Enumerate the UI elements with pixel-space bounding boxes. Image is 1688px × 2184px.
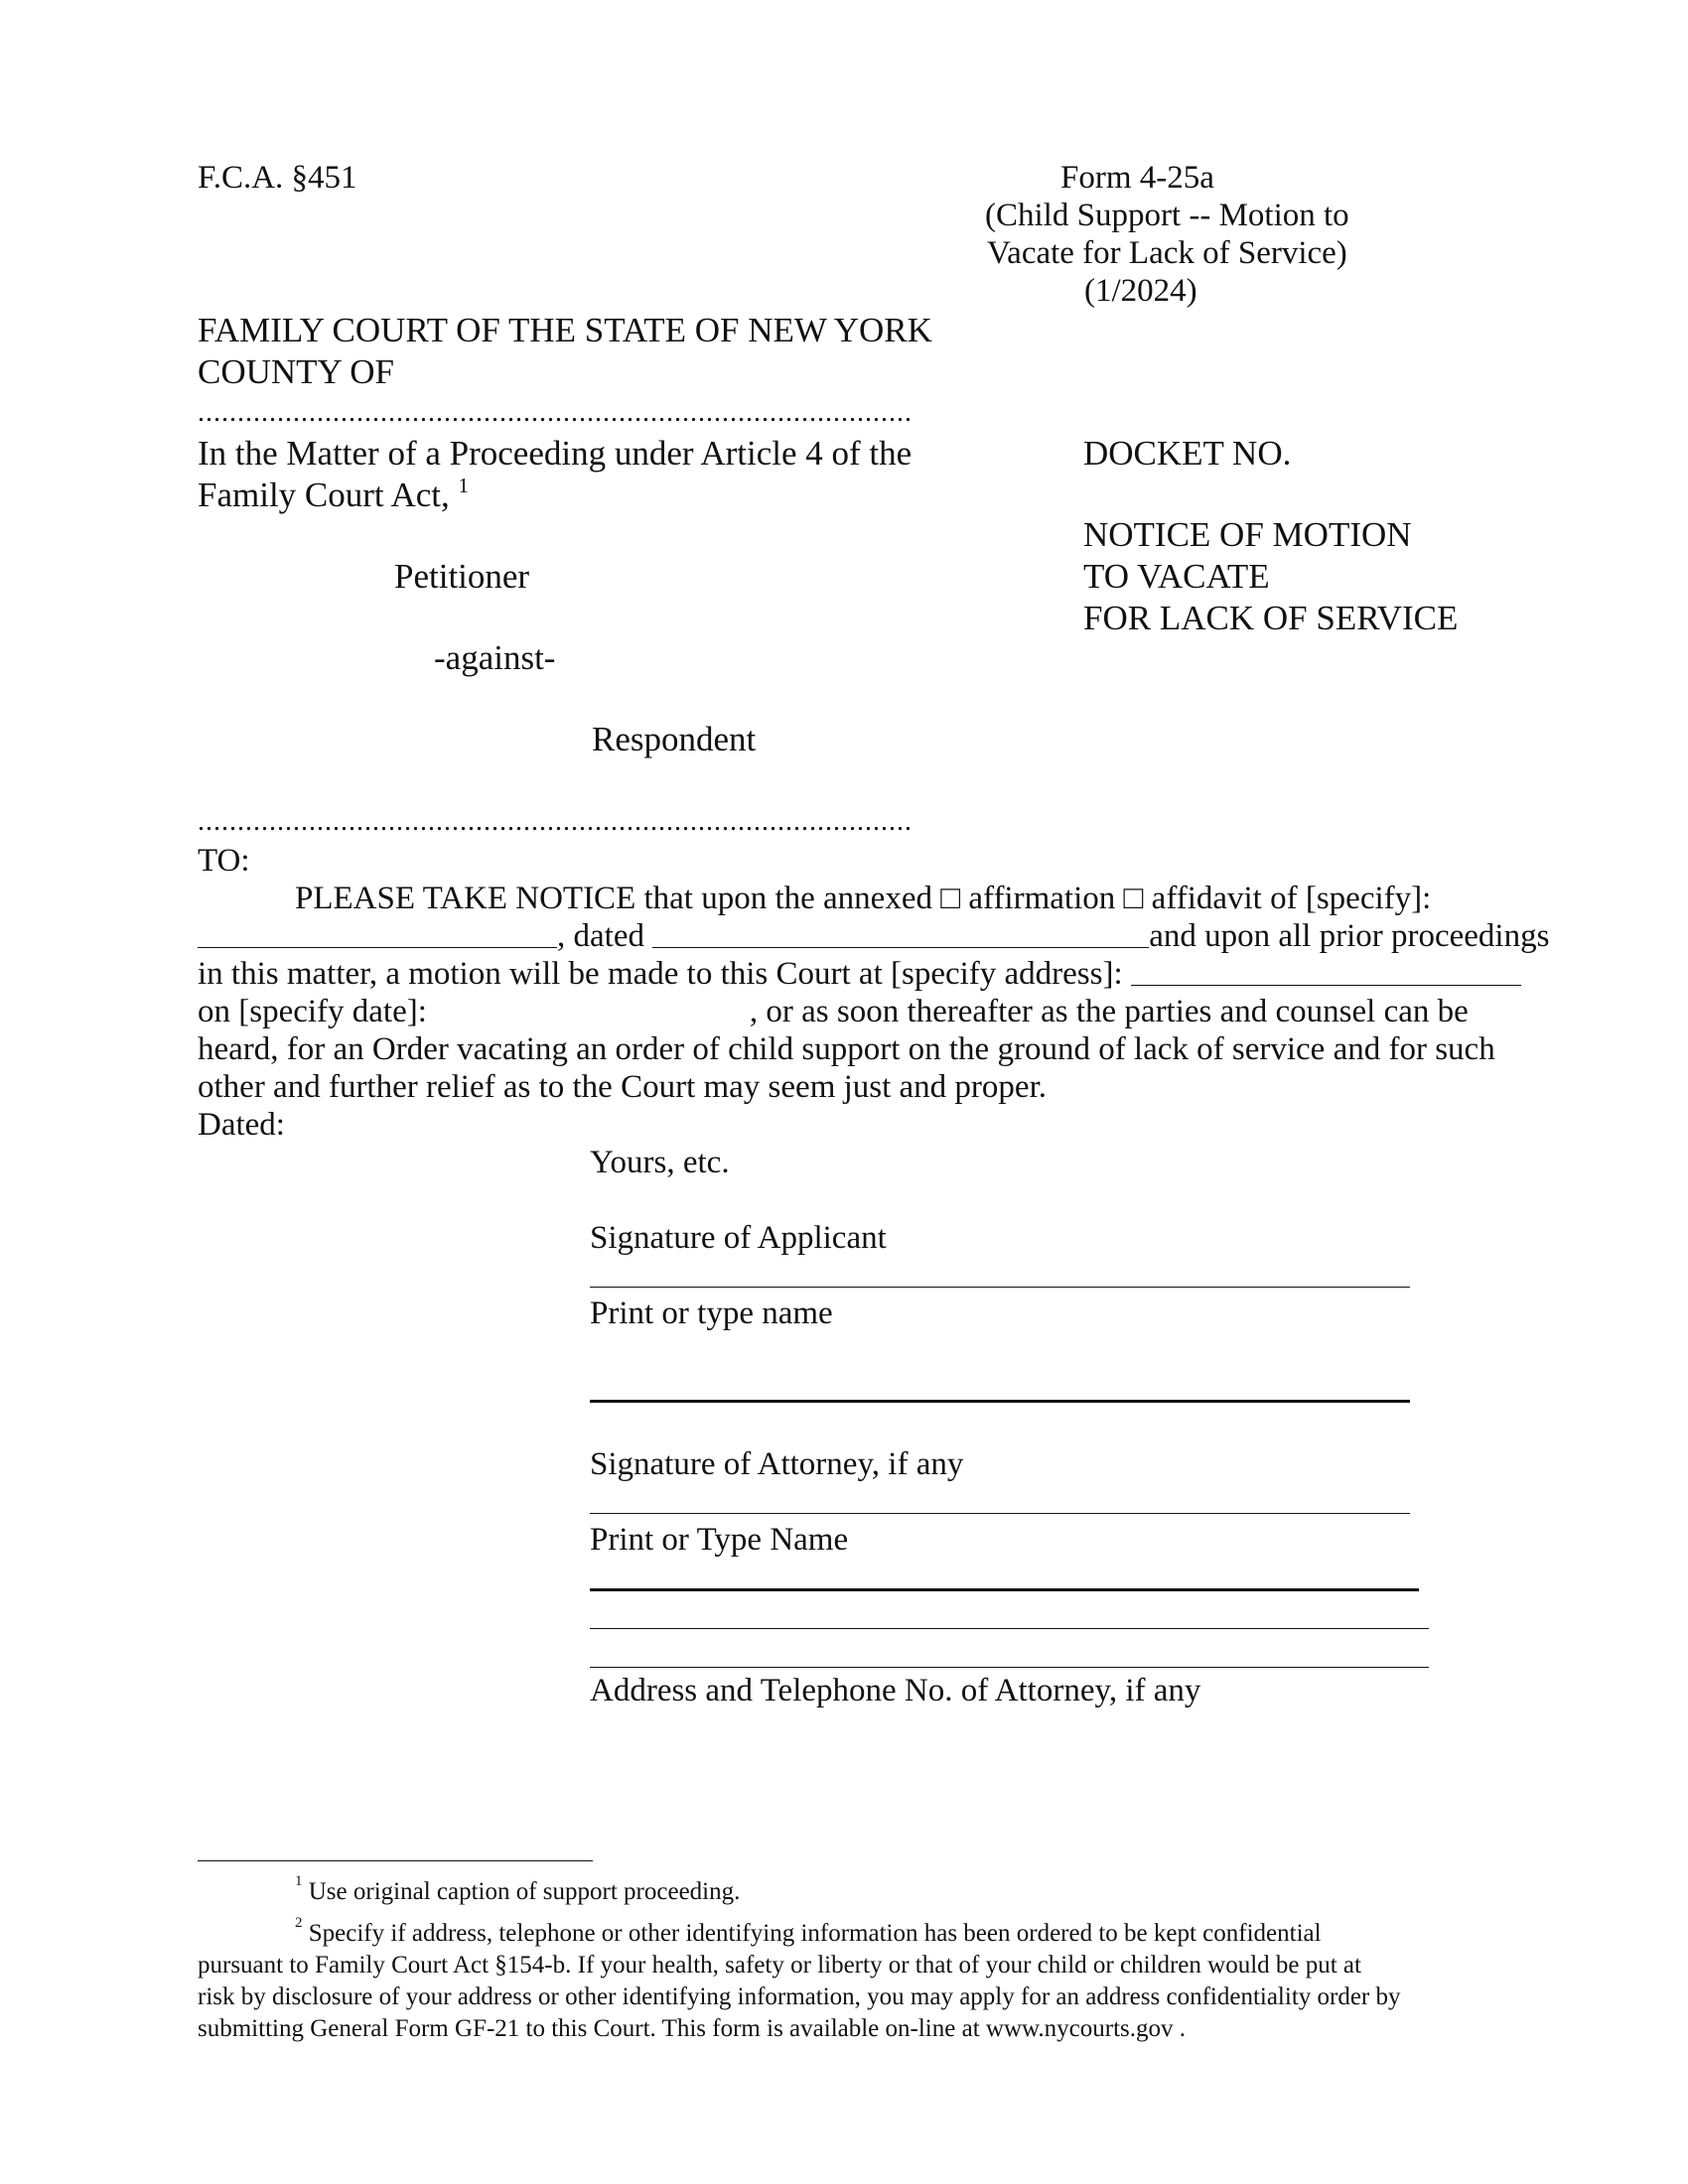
- form-description-line1: (Child Support -- Motion to: [985, 198, 1349, 233]
- document-title-line2: TO VACATE: [1083, 557, 1270, 596]
- attorney-name-line[interactable]: [590, 1588, 1419, 1591]
- footnote-2-line1: [295, 1915, 1322, 1950]
- prior-proceedings-text: and upon all prior proceedings: [1149, 918, 1550, 954]
- attorney-signature-line[interactable]: [590, 1513, 1410, 1514]
- docket-number-label: DOCKET NO.: [1083, 434, 1292, 473]
- document-title-line1: NOTICE OF MOTION: [1083, 515, 1412, 554]
- attorney-signature-label: Signature of Attorney, if any: [590, 1446, 964, 1482]
- applicant-name-line[interactable]: [590, 1400, 1410, 1403]
- applicant-signature-label: Signature of Applicant: [590, 1220, 887, 1256]
- notice-paragraph-line3: [198, 955, 1521, 993]
- document-title-line3: FOR LACK OF SERVICE: [1083, 599, 1459, 637]
- footnote-ref-1: 1: [458, 474, 469, 497]
- attorney-address-line2[interactable]: [590, 1667, 1429, 1668]
- footnote-2-text-line1: Specify if address, telephone or other identifying information has been ordered to be kept confidential: [308, 1920, 1322, 1947]
- attorney-address-label: Address and Telephone No. of Attorney, if any: [590, 1673, 1201, 1708]
- applicant-name-label: Print or type name: [590, 1296, 833, 1331]
- footnote-separator: [198, 1860, 593, 1861]
- dated-text: , dated: [557, 918, 644, 954]
- soon-thereafter-text: , or as soon thereafter as the parties and counsel can be: [749, 994, 1469, 1029]
- footnote-2-line4: submitting General Form GF-21 to this Court. This form is available on-line at www.nycourts.gov .: [198, 2015, 1187, 2042]
- footnote-1-mark: 1: [295, 1873, 303, 1889]
- yours-etc: Yours, etc.: [590, 1145, 730, 1180]
- to-label: TO:: [198, 843, 250, 879]
- matter-line1: In the Matter of a Proceeding under Article 4 of the: [198, 434, 913, 473]
- affiant-name-blank[interactable]: [198, 917, 557, 948]
- attorney-name-label: Print or Type Name: [590, 1522, 849, 1558]
- against-label: -against-: [434, 638, 556, 677]
- form-description-line2: Vacate for Lack of Service): [987, 235, 1347, 271]
- form-number: Form 4-25a: [1060, 160, 1214, 196]
- notice-paragraph-line1: PLEASE TAKE NOTICE that upon the annexed □ affirmation □ affidavit of [specify]:: [295, 881, 1432, 916]
- notice-paragraph-line2: [198, 917, 1549, 955]
- footnote-2-mark: 2: [295, 1915, 303, 1931]
- dated-label: Dated:: [198, 1107, 285, 1143]
- footnote-2-line2: pursuant to Family Court Act §154-b. If your health, safety or liberty or that of your child or children would be put at: [198, 1952, 1361, 1979]
- footnote-1-text: Use original caption of support proceeding.: [308, 1878, 741, 1905]
- caption-bottom-dots: ..........................................................................................: [198, 808, 913, 836]
- court-address-blank[interactable]: [1131, 955, 1521, 986]
- caption-top-dots: ..........................................................................................: [198, 399, 913, 427]
- petitioner-label: Petitioner: [394, 557, 530, 596]
- attorney-address-line1[interactable]: [590, 1628, 1429, 1629]
- address-text: in this matter, a motion will be made to this Court at [specify address]:: [198, 956, 1123, 992]
- statute-reference: F.C.A. §451: [198, 160, 357, 196]
- notice-paragraph-line6: other and further relief as to the Court may seem just and proper.: [198, 1069, 1047, 1105]
- respondent-label: Respondent: [592, 720, 757, 758]
- footnote-1: [295, 1873, 741, 1908]
- applicant-signature-line[interactable]: [590, 1287, 1410, 1288]
- matter-line2-text: Family Court Act,: [198, 476, 450, 514]
- notice-paragraph-line4: [198, 993, 1469, 1030]
- court-name: FAMILY COURT OF THE STATE OF NEW YORK: [198, 311, 932, 349]
- specify-date-text: on [specify date]:: [198, 994, 427, 1029]
- county-line: COUNTY OF: [198, 352, 395, 391]
- form-date: (1/2024): [1084, 273, 1197, 309]
- notice-paragraph-line5: heard, for an Order vacating an order of child support on the ground of lack of service and for such: [198, 1031, 1495, 1067]
- affirmation-date-blank[interactable]: [652, 917, 1149, 948]
- matter-line2: [198, 475, 469, 516]
- footnote-2-line3: risk by disclosure of your address or other identifying information, you may apply for an address confidentiality order by: [198, 1983, 1401, 2010]
